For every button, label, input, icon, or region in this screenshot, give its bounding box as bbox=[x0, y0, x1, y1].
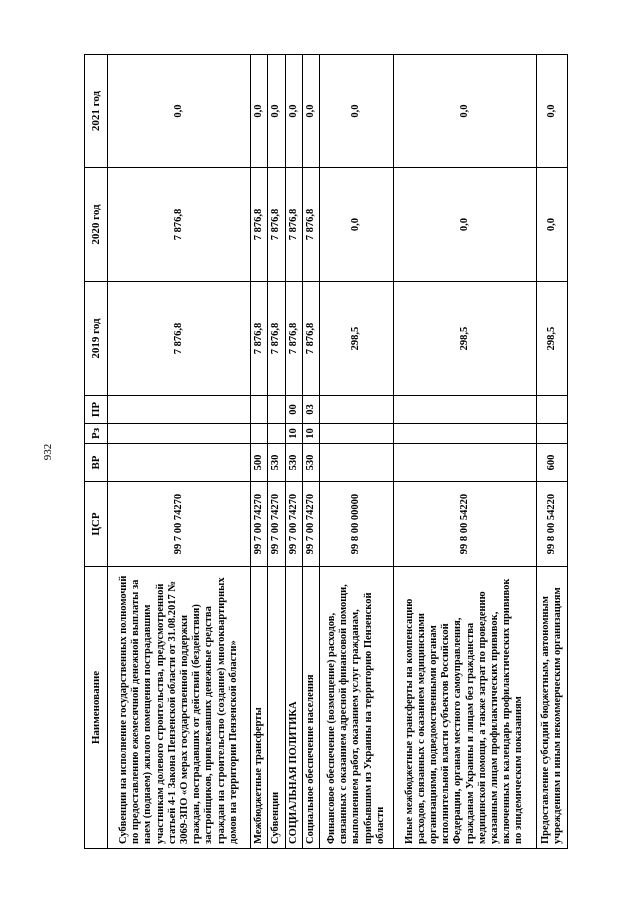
row-csr: 99 7 00 74270 bbox=[108, 482, 251, 567]
header-pr: ПР bbox=[85, 396, 108, 424]
row-2020: 7 876,8 bbox=[108, 168, 251, 282]
table-row bbox=[320, 55, 393, 849]
row-pr bbox=[250, 396, 267, 424]
header-vr: ВР bbox=[85, 444, 108, 482]
row-pr bbox=[108, 396, 251, 424]
row-2019: 7 876,8 bbox=[285, 282, 302, 396]
row-2021: 0,0 bbox=[285, 55, 302, 168]
row-csr: 99 8 00 54220 bbox=[393, 482, 536, 567]
row-vr bbox=[320, 444, 393, 482]
row-2021: 0,0 bbox=[250, 55, 267, 168]
row-vr: 530 bbox=[303, 444, 320, 482]
row-2020: 7 876,8 bbox=[250, 168, 267, 282]
row-csr: 99 8 00 00000 bbox=[320, 482, 393, 567]
row-csr: 99 8 00 54220 bbox=[536, 482, 567, 567]
row-pr bbox=[536, 396, 567, 424]
row-csr: 99 7 00 74270 bbox=[268, 482, 285, 567]
row-rz bbox=[250, 424, 267, 444]
row-pr bbox=[320, 396, 393, 424]
row-rz: 10 bbox=[303, 424, 320, 444]
table-row bbox=[303, 55, 320, 849]
row-2019: 298,5 bbox=[393, 282, 536, 396]
row-csr: 99 7 00 74270 bbox=[285, 482, 302, 567]
row-2021: 0,0 bbox=[268, 55, 285, 168]
row-2020: 7 876,8 bbox=[285, 168, 302, 282]
row-2019: 7 876,8 bbox=[268, 282, 285, 396]
row-2021: 0,0 bbox=[320, 55, 393, 168]
row-2019: 7 876,8 bbox=[303, 282, 320, 396]
header-2019: 2019 год bbox=[85, 282, 108, 396]
row-2020: 0,0 bbox=[320, 168, 393, 282]
row-2020: 0,0 bbox=[393, 168, 536, 282]
row-csr: 99 7 00 74270 bbox=[303, 482, 320, 567]
row-2019: 298,5 bbox=[320, 282, 393, 396]
table-row bbox=[250, 55, 267, 849]
row-vr bbox=[393, 444, 536, 482]
table-row bbox=[108, 55, 251, 849]
row-2021: 0,0 bbox=[108, 55, 251, 168]
header-csr: ЦСР bbox=[85, 482, 108, 567]
budget-table bbox=[84, 54, 568, 849]
row-vr: 500 bbox=[250, 444, 267, 482]
row-pr bbox=[268, 396, 285, 424]
row-name: Предоставление субсидий бюджетным, автономным учреждениям и иным некоммерческим организациям bbox=[536, 567, 567, 849]
header-name: Наименование bbox=[85, 567, 108, 849]
row-2019: 7 876,8 bbox=[250, 282, 267, 396]
row-pr: 03 bbox=[303, 396, 320, 424]
table-header-row bbox=[85, 55, 108, 849]
row-rz bbox=[268, 424, 285, 444]
row-2019: 298,5 bbox=[536, 282, 567, 396]
table-row bbox=[268, 55, 285, 849]
row-vr: 530 bbox=[268, 444, 285, 482]
row-name: Финансовое обеспечение (возмещение) расходов, связанных с оказанием адресной финансовой помощи, выполнением работ, оказанием услуг гражданам, прибывшим из Украины на территорию Пензенской области bbox=[320, 567, 393, 849]
header-2021: 2021 год bbox=[85, 55, 108, 168]
row-vr: 600 bbox=[536, 444, 567, 482]
row-2020: 0,0 bbox=[536, 168, 567, 282]
row-rz bbox=[108, 424, 251, 444]
row-2019: 7 876,8 bbox=[108, 282, 251, 396]
row-name: СОЦИАЛЬНАЯ ПОЛИТИКА bbox=[285, 567, 302, 849]
header-2020: 2020 год bbox=[85, 168, 108, 282]
row-name: Субвенции на исполнение государственных полномочий по предоставлению ежемесячной денежной выплаты за наем (поднаем) жилого помещения пострадавшим участникам долевого строительства, предусмотренной статьей 4-1 Закона Пензенской области от 31.08.2017 № 3069-ЗПО «О мерах государственной поддержки граждан, пострадавших от действий (бездействия) застройщиков, привлекавших денежные средства граждан на строительство (создание) многоквартирных домов на территории Пензенской области» bbox=[108, 567, 251, 849]
row-rz bbox=[393, 424, 536, 444]
row-pr bbox=[393, 396, 536, 424]
header-rz: Рз bbox=[85, 424, 108, 444]
table-row bbox=[285, 55, 302, 849]
row-rz bbox=[320, 424, 393, 444]
row-name: Межбюджетные трансферты bbox=[250, 567, 267, 849]
row-vr bbox=[108, 444, 251, 482]
row-name: Субвенции bbox=[268, 567, 285, 849]
row-name: Иные межбюджетные трансферты на компенсацию расходов, связанных с оказанием медицинскими организациями, подведомственными органам исполнительной власти субъектов Российской Федерации, органам местного самоуправления, гражданам Украины и лицам без гражданства медицинской помощи, а также затрат по проведению указанным лицам профилактических прививок, включенных в календарь профилактических прививок по эпидемическим показаниям bbox=[393, 567, 536, 849]
row-2021: 0,0 bbox=[303, 55, 320, 168]
row-2021: 0,0 bbox=[393, 55, 536, 168]
row-pr: 00 bbox=[285, 396, 302, 424]
row-csr: 99 7 00 74270 bbox=[250, 482, 267, 567]
table-row bbox=[536, 55, 567, 849]
page-number: 932 bbox=[42, 443, 54, 461]
budget-table-container bbox=[84, 55, 568, 849]
table-row bbox=[393, 55, 536, 849]
row-2020: 7 876,8 bbox=[303, 168, 320, 282]
row-rz bbox=[536, 424, 567, 444]
row-name: Социальное обеспечение населения bbox=[303, 567, 320, 849]
row-2021: 0,0 bbox=[536, 55, 567, 168]
row-rz: 10 bbox=[285, 424, 302, 444]
row-2020: 7 876,8 bbox=[268, 168, 285, 282]
row-vr: 530 bbox=[285, 444, 302, 482]
